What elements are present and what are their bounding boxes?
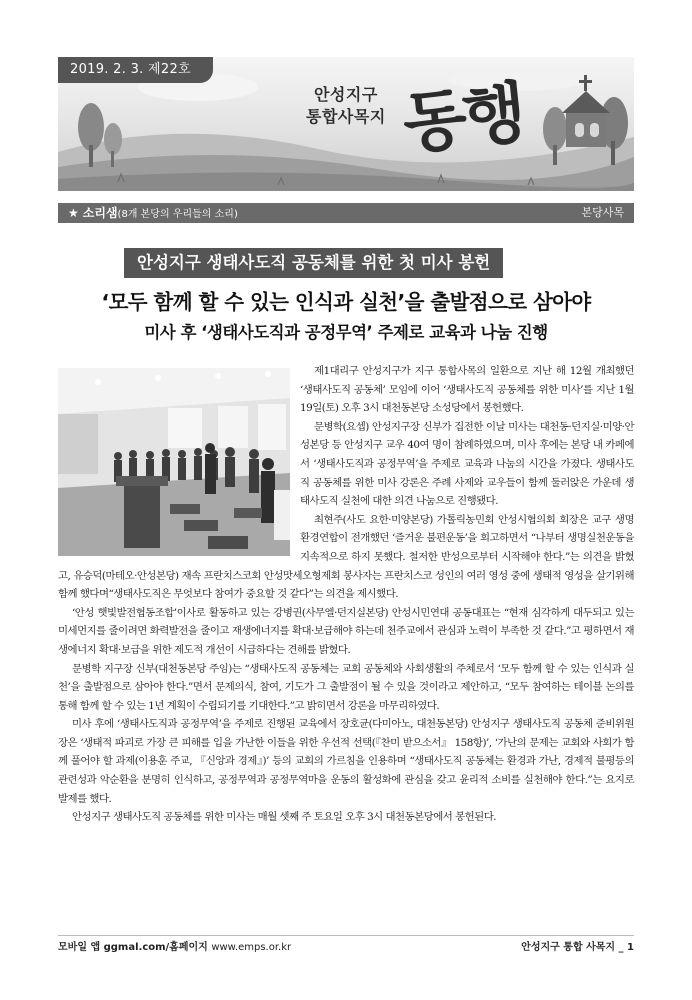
article-paragraph: 안성지구 생태사도직 공동체를 위한 미사는 매월 셋째 주 토요일 오후 3시 대천동본당에서 봉헌된다. <box>72 811 497 824</box>
masthead <box>58 57 634 191</box>
footer-mobile-app: 모바일 앱 ggmal.com/홈페이지 <box>58 942 212 953</box>
issue-date-tag: 2019. 2. 3. 제22호 <box>58 57 213 83</box>
publication-title: 동행 <box>399 72 527 164</box>
article-paragraph: 문병학(요셉) 안성지구장 신부가 집전한 이날 미사는 대천동·던지실·미양·안성본당 등 안성지구 교우 40여 명이 참례하였으며, 미사 후에는 본당 내 카페에서 ‘생태사도직과 공정무역’을 주제로 교육과 나눔의 시간을 가졌다. 생태사도직 공동체를 위한 미사 강론은 주례 사제와 교우들이 함께 둘러앉은 가운데 생태사도직 실천에 대한 의견 나눔으로 진행됐다. <box>300 420 634 508</box>
footer-divider <box>58 935 634 936</box>
article-photo <box>58 368 290 556</box>
star-icon: ★ <box>68 206 79 220</box>
article-paragraph: 최현주(사도 요한·미양본당) 가톨릭농민회 안성시협의회 회장은 교구 생명환경연합이 전개했던 ‘즐거운 불편운동’을 회고하면서 “나부터 생명실천운동을 지속적으로 하지 못했다. 철저한 반성으로부터 시작해야 한다.”는 의견을 밝혔고, 유승덕(마테오·안성본당) 재속 프란치스코회 안성맛세오형제회 봉사자는 프란치스코 성인의 여러 영성 중에 생태적 영성을 살기위해 함께 했다며“생태사도직은 무엇보다 참여가 중요할 것 같다”는 의견을 제시했다. <box>58 513 634 601</box>
footer-homepage-link[interactable]: www.emps.or.kr <box>211 942 292 953</box>
publication-subtitle <box>306 84 386 128</box>
article-subheadline: 미사 후 ‘생태사도직과 공정무역’ 주제로 교육과 나눔 진행 <box>144 323 548 342</box>
section-category: 본당사목 <box>581 206 624 219</box>
article-paragraph: 제1대리구 안성지구가 지구 통합사목의 일환으로 지난 해 12월 개최했던 ‘생태사도직 공동체’ 모임에 이어 ‘생태사도직 공동체를 위한 미사’를 지난 1월 19일(토) 오후 3시 대천동본당 소성당에서 봉헌했다. <box>300 365 634 415</box>
article-paragraph: ‘안성 햇빛발전협동조합’이사로 활동하고 있는 강병권(사무엘·던지실본당) 안성시민연대 공동대표는 “현재 심각하게 대두되고 있는 미세먼지를 줄이려면 화력발전을 줄이고 재생에너지를 확대·보급해야 하는데 천주교에서 관심과 노력이 부족한 것 같다.”고 평하면서 재생에너지 확대·보급을 위한 제도적 개선이 시급하다는 견해를 밝혔다. <box>58 606 634 656</box>
article-paragraph: 문병학 지구장 신부(대천동본당 주임)는 “생태사도직 공동체는 교회 공동체와 사회생활의 주체로서 ‘모두 함께 할 수 있는 인식과 실천’을 출발점으로 삼아야 한다.”면서 문제의식, 참여, 기도가 그 출발점이 될 수 있을 것이라고 제안하고, “모두 참여하는 테이블 논의를 통해 함께 할 수 있는 1년 계획이 수립되기를 기대한다.”고 밝히면서 강론을 마무리하였다. <box>58 662 634 712</box>
mass-gathering-photo <box>58 368 290 556</box>
footer-contact <box>58 940 291 956</box>
section-description: (8개 본당의 우리들의 소리) <box>117 209 238 220</box>
section-name: 소리샘 <box>82 206 118 220</box>
publication-subtitle-line2: 통합사목지 <box>306 107 386 126</box>
article-kicker: 안성지구 생태사도직 공동체를 위한 첫 미사 봉헌 <box>124 248 503 278</box>
article-headline: ‘모두 함께 할 수 있는 인식과 실천’을 출발점으로 삼아야 <box>101 290 591 314</box>
publication-subtitle-line1: 안성지구 <box>313 85 378 104</box>
article-paragraph: 미사 후에 ‘생태사도직과 공정무역’을 주제로 진행된 교육에서 장호균(다미아노, 대천동본당) 안성지구 생태사도직 공동체 준비위원장은 ‘생태적 파괴로 가장 큰 피해를 입을 가난한 이들을 위한 우선적 선택(『찬미 받으소서』 158항)’, ‘가난의 문제는 교회와 사회가 함께 풀어야 할 과제(이용훈 주교, 『신앙과 경제』)’ 등의 교회의 가르침을 인용하며 “생태사도직 공동체는 환경과 가난, 경제적 불평등의 관련성과 악순환을 분명히 인식하고, 공정무역과 공정무역마을 운동의 활성화에 관심을 갖고 윤리적 소비를 실천해야 한다.”는 요지로 발제를 했다. <box>58 718 634 805</box>
footer-page-label: 안성지구 통합 사목지 _ 1 <box>521 942 634 953</box>
section-bar <box>58 203 634 223</box>
